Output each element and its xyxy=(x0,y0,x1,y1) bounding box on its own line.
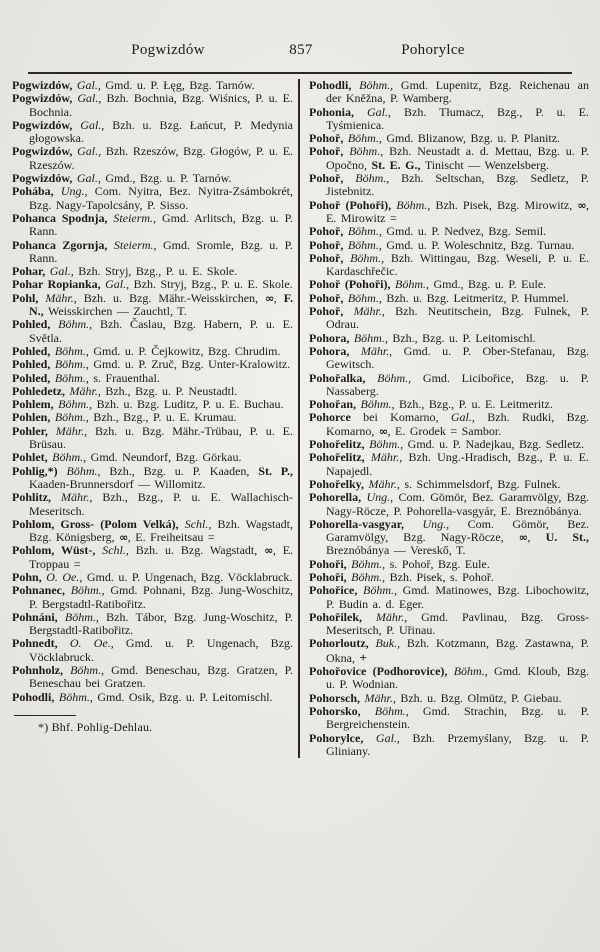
footnote-rule xyxy=(14,715,76,716)
entry xyxy=(309,345,589,372)
entry xyxy=(309,252,589,279)
place-name: Pohnedt, xyxy=(12,636,58,651)
region-abbr: Böhm., xyxy=(70,663,105,678)
entry-text: Bzh. u. Bzg. Mähr.-Weisskirchen, xyxy=(83,290,259,305)
region-abbr: Böhm., xyxy=(351,569,386,584)
entry-text: Tinischt — Wenzelsberg. xyxy=(424,157,549,172)
region-abbr: Böhm., xyxy=(396,197,431,212)
entry xyxy=(309,558,589,571)
entry xyxy=(12,518,293,545)
entry xyxy=(309,79,589,106)
entry-text: Gmd. u. P. Nadejkau, Bzg. Sedletz. xyxy=(407,437,585,452)
entry-text: Bzh. Wittingau, Bzg. Weseli, P. u. E. Kardaschřečic. xyxy=(326,250,590,279)
entry xyxy=(309,372,589,399)
region-abbr: Mähr., xyxy=(55,423,88,438)
entry-text: Bzh. Rudki, Bzg. Komarno, xyxy=(326,410,589,438)
region-abbr: Böhm., xyxy=(347,290,382,305)
region-abbr: Gal., xyxy=(77,91,102,106)
entry-text: Gmd. Neundorf, Bzg. Görkau. xyxy=(90,450,242,465)
region-abbr: Gal., xyxy=(49,264,74,279)
entry-text: Gmd. u. P. Ungenach, Bzg. Vöcklabruck. xyxy=(86,569,293,584)
region-abbr: Böhm., xyxy=(58,317,93,332)
place-name: Pohoř, xyxy=(309,304,344,319)
entry-text: Bzh. Časlau, Bzg. Habern, P. u. E. Světla. xyxy=(29,317,294,345)
place-name: Pohnanec, xyxy=(12,583,66,598)
region-abbr: Steierm., xyxy=(113,210,157,225)
place-name: Pohar, xyxy=(12,264,46,279)
entry xyxy=(309,665,589,692)
entry-text: Com. Gömör, Bez. Garamvölgy, Bzg. Nagy-Röcze, xyxy=(326,516,589,545)
header-left-keyword: Pogwizdów xyxy=(131,42,205,58)
entry xyxy=(309,172,589,199)
entry-text: Gmd. u. P. Zruč, Bzg. Unter-Kralowitz. xyxy=(93,357,291,372)
header-right-keyword: Pohorylce xyxy=(401,42,465,58)
entry-text: , E. Troppau = xyxy=(29,543,294,571)
entry xyxy=(12,172,293,185)
entry-text: Bzh., Bzg., P. u. E. Leitmeritz. xyxy=(399,397,553,412)
region-abbr: Ung., xyxy=(60,184,88,199)
place-name: Pohoř, xyxy=(309,144,344,159)
entry-text: Bzh. u. Bzg. Leitmeritz, P. Hummel. xyxy=(386,290,569,305)
page-header xyxy=(0,0,600,70)
entry-text: s. Frauenthal. xyxy=(93,370,160,385)
place-name: Pohlen, xyxy=(12,410,51,425)
place-name: Pohnholz, xyxy=(12,663,64,678)
entry xyxy=(12,637,293,664)
region-abbr: Mähr., xyxy=(69,383,101,398)
entry-text: Bzh. u. Bzg. Łańcut, P. Medynia głogowska. xyxy=(29,117,293,146)
entry-text: Gmd. Strachin, Bzg. u. P. Bergreichenstein. xyxy=(326,703,589,732)
entry-text: Bzh., Bzg., P. u. E. Krumau. xyxy=(93,410,237,425)
region-abbr: Böhm., xyxy=(54,357,89,372)
place-name: Pohlem, xyxy=(12,397,54,412)
place-name: Pohoř (Pohoři), xyxy=(309,277,391,292)
place-name: Pohoř, xyxy=(309,250,344,265)
region-abbr: Böhm., xyxy=(363,583,397,598)
entry xyxy=(12,411,293,424)
entry xyxy=(12,584,293,611)
entry xyxy=(12,611,293,638)
entry xyxy=(309,518,589,558)
entry xyxy=(12,145,293,172)
entry-text: s. Pohoř, Bzg. Eule. xyxy=(389,556,490,571)
place-name: Pohorloutz, xyxy=(309,636,369,651)
region-abbr: Böhm., xyxy=(350,250,385,265)
region-abbr: Böhm., xyxy=(52,450,87,465)
place-name: Pogwizdów, xyxy=(12,171,73,186)
place-name: St. E. G., xyxy=(371,157,421,172)
region-abbr: Mähr., xyxy=(360,343,393,358)
entry-text: Bzh. Ung.-Hradisch, Bzg., P. u. E. Napajedl. xyxy=(326,450,590,478)
region-abbr: Gal., xyxy=(105,277,130,292)
region-abbr: Mähr., xyxy=(364,690,396,705)
entry xyxy=(12,544,293,571)
region-abbr: Böhm., xyxy=(70,583,105,598)
place-name: Pohled, xyxy=(12,370,51,385)
place-name: St. P., xyxy=(258,463,294,478)
entry xyxy=(309,732,589,759)
entry-text: Bzh. Tábor, Bzg. Jung-Woschitz, P. Bergstadtl-Ratibořitz. xyxy=(29,609,294,638)
entry-text: Bzh. Rzeszów, Bzg. Głogów, P. u. E. Rzeszów. xyxy=(29,144,294,172)
place-name: Pohorce xyxy=(309,410,351,425)
entry xyxy=(12,265,293,278)
place-name: Pohanca Zgornja, xyxy=(12,237,108,252)
entry xyxy=(12,358,293,371)
place-name: Pohl, xyxy=(12,290,39,305)
place-name: Pohorsko, xyxy=(309,703,361,718)
entry xyxy=(309,239,589,252)
place-name: Pohlet, xyxy=(12,450,48,465)
entry xyxy=(309,637,589,665)
entry xyxy=(309,199,589,226)
entry xyxy=(12,92,293,119)
place-name: Pohler, xyxy=(12,423,48,438)
region-abbr: Gal., xyxy=(80,117,105,132)
entry xyxy=(12,465,293,492)
entry xyxy=(309,145,589,172)
entry xyxy=(309,132,589,145)
place-name: Pohora, xyxy=(309,343,350,358)
entry-text: Gmd. u. P. Łęg, Bzg. Tarnów. xyxy=(105,78,255,92)
entry xyxy=(309,451,589,478)
entry xyxy=(309,491,589,518)
place-name: Pohořelitz, xyxy=(309,437,365,452)
region-abbr: Böhm., xyxy=(347,237,382,252)
entry-text: Bzh., Bzg. u. P. Leitomischl. xyxy=(392,330,536,345)
region-abbr: Mähr., xyxy=(45,290,77,305)
entry-text: Gmd. Blizanow, Bzg. u. P. Planitz. xyxy=(386,131,561,146)
entry-text: Gmd. Arlitsch, Bzg. u. P. Rann. xyxy=(29,210,294,239)
place-name: Pohořilek, xyxy=(309,609,362,624)
entry xyxy=(309,692,589,705)
region-abbr: Böhm., xyxy=(54,343,89,358)
entry xyxy=(12,239,293,266)
place-name: Pohoři, xyxy=(309,569,347,584)
place-name: Pohlig,*) xyxy=(12,463,58,478)
region-abbr: Böhm., xyxy=(453,664,488,679)
entry-text: Bzh. Bochnia, Bzg. Wiśnics, P. u. E. Bochnia. xyxy=(29,91,293,119)
region-abbr: Böhm., xyxy=(66,463,101,478)
place-name: Pohořalka, xyxy=(309,370,366,385)
region-abbr: Böhm., xyxy=(353,330,388,345)
entry xyxy=(12,425,293,452)
entry xyxy=(12,79,293,92)
region-abbr: Böhm., xyxy=(347,131,382,146)
cross-icon: + xyxy=(359,649,367,665)
entry-text: s. Schimmelsdorf, Bzg. Fulnek. xyxy=(404,476,561,491)
place-name: Pohlom, Wüst-, xyxy=(12,543,96,558)
region-abbr: Schl., xyxy=(184,516,212,531)
entry-text: Bzh., Bzg. u. P. Neustadtl. xyxy=(105,383,238,398)
entry-text: Gmd. u. P. Ober-Stefanau, Bzg. Gewitsch. xyxy=(326,343,589,372)
entry-text: Bzh. Tłumacz, Bzg., P. u. E. Tyśmienica. xyxy=(326,104,589,132)
entry xyxy=(12,318,293,345)
place-name: Pohoř, xyxy=(309,171,344,186)
entry xyxy=(309,332,589,345)
entry-text: Bzh. Seltschan, Bzg. Sedletz, P. Jistebnitz. xyxy=(326,171,589,199)
entry xyxy=(309,411,589,438)
place-name: Pohoř, xyxy=(309,237,344,252)
entry-text: Bzh. Pisek, s. Pohoř. xyxy=(389,569,494,584)
posthorn-icon: ∞ xyxy=(119,531,128,545)
region-abbr: Böhm., xyxy=(54,410,89,425)
place-name: Pohledetz, xyxy=(12,383,65,398)
region-abbr: Böhm., xyxy=(351,556,386,571)
entry-text: Com. Gömör, Bez. Garamvölgy, Bzg. Nagy-Röcze, P. Pohorella-vasgyár, E. Breznóbánya. xyxy=(326,490,590,518)
entry-text: Gmd. u. P. Čejkowitz, Bzg. Chrudim. xyxy=(93,343,281,358)
region-abbr: Gal., xyxy=(77,144,102,159)
place-name: Pohodli, xyxy=(309,78,352,92)
entry xyxy=(309,292,589,305)
entry-text: Gmd. Osik, Bzg. u. P. Leitomischl. xyxy=(97,689,273,704)
right-column xyxy=(298,79,589,758)
place-name: Pohora, xyxy=(309,330,350,345)
region-abbr: Mähr., xyxy=(375,609,408,624)
place-name: Pohled, xyxy=(12,343,51,358)
posthorn-icon: ∞ xyxy=(264,544,273,558)
region-abbr: Böhm., xyxy=(395,277,429,292)
entry xyxy=(12,119,293,146)
region-abbr: O. Oe., xyxy=(46,569,83,584)
region-abbr: Böhm., xyxy=(360,397,395,412)
entry xyxy=(12,398,293,411)
region-abbr: Schl., xyxy=(102,543,129,558)
place-name: Pohorylce, xyxy=(309,730,364,745)
two-column-text xyxy=(0,74,600,758)
entry-text: Gmd. Kloub, Bzg. u. P. Wodnian. xyxy=(326,664,589,692)
entry-text: Bzh. u. Bzg. Luditz, P. u. E. Buchau. xyxy=(96,397,284,412)
region-abbr: Ung., xyxy=(422,516,450,531)
place-name: Pogwizdów, xyxy=(12,144,73,159)
entry xyxy=(309,438,589,451)
entry-text: Weisskirchen — Zauchtl, T. xyxy=(47,304,187,319)
region-abbr: Mähr., xyxy=(353,304,385,319)
entry xyxy=(12,664,293,691)
entry-text: Bzh. u. Bzg. Wagstadt, xyxy=(135,543,258,558)
place-name: Pohanca Spodnja, xyxy=(12,210,108,225)
region-abbr: Gal., xyxy=(76,171,101,186)
region-abbr: Ung., xyxy=(366,490,394,505)
entry-text: Gmd. u. P. Woleschnitz, Bzg. Turnau. xyxy=(386,237,575,252)
place-name: Pohoři, xyxy=(309,556,347,571)
footnote-text: *) Bhf. Pohlig-Dehlau. xyxy=(38,719,153,734)
place-name: Pohlom, Gross- (Polom Velká), xyxy=(12,516,179,531)
region-abbr: Böhm., xyxy=(64,609,99,624)
entry xyxy=(309,278,589,291)
place-name: Pohorsch, xyxy=(309,690,360,705)
entry-text: Bzh. Wagstadt, Bzg. Königsberg, xyxy=(29,516,294,545)
entry-text: Bzh., Bzg. u. P. Kaaden, xyxy=(109,463,250,478)
region-abbr: Gal., xyxy=(450,410,475,425)
entry xyxy=(309,106,589,133)
place-name: Pogwizdów, xyxy=(12,78,73,92)
place-name: U. St., xyxy=(545,530,589,545)
region-abbr: Mähr., xyxy=(368,476,400,491)
entry-text: , xyxy=(273,290,277,305)
entry-text: Bzh. Kotzmann, Bzg. Zastawna, P. Okna, xyxy=(326,636,590,665)
region-abbr: Gal., xyxy=(375,730,400,745)
place-name: Pohled, xyxy=(12,357,51,372)
entry-text: Bzh. u. Bzg. Mähr.-Trübau, P. u. E. Brüsau. xyxy=(29,423,293,452)
region-abbr: Böhm., xyxy=(369,437,404,452)
region-abbr: Steierm., xyxy=(113,237,157,252)
posthorn-icon: ∞ xyxy=(518,531,528,545)
region-abbr: Mähr., xyxy=(370,450,403,465)
entry-text: Bzh. Stryj, Bzg., P. u. E. Skole. xyxy=(78,264,238,279)
region-abbr: Mähr., xyxy=(61,490,93,505)
entry-text: , E. Grodek = Sambor. xyxy=(387,423,502,438)
page-number: 857 xyxy=(289,42,313,58)
place-name: Pohled, xyxy=(12,317,51,332)
entry-text: , E. Mirowitz = xyxy=(326,197,590,225)
place-name: Pohn, xyxy=(12,569,42,584)
place-name: Pohoř, xyxy=(309,131,344,146)
place-name: Pohorella-vasgyar, xyxy=(309,516,404,531)
place-name: Pohodli, xyxy=(12,689,55,704)
entry xyxy=(12,292,293,319)
place-name: Pohnáni, xyxy=(12,609,58,624)
entry-text: Bzh. Stryj, Bzg., P. u. E. Skole. xyxy=(133,277,293,292)
posthorn-icon: ∞ xyxy=(577,198,587,212)
region-abbr: Böhm., xyxy=(349,144,384,159)
entry-text: Bzh. u. Bzg. Olmütz, P. Giebau. xyxy=(400,690,562,705)
entry xyxy=(12,491,293,518)
entry xyxy=(12,212,293,239)
region-abbr: Böhm., xyxy=(374,703,409,718)
entry-text: bei Komarno, xyxy=(363,410,439,425)
entry xyxy=(12,278,293,291)
place-name: Pohořelky, xyxy=(309,476,365,491)
entry-text: Gmd. Lupenitz, Bzg. Reichenau an der Kněžna, P. Wamberg. xyxy=(326,78,589,106)
entry-text: Com. Nyitra, Bez. Nyitra-Zsámbokrét, Bzg. Nagy-Tapolcsány, P. Sisso. xyxy=(29,184,293,212)
region-abbr: Böhm., xyxy=(355,171,390,186)
place-name: Pohořovice (Podhorovice), xyxy=(309,664,448,679)
entry xyxy=(12,691,293,704)
posthorn-icon: ∞ xyxy=(378,424,388,438)
place-name: Pohořan, xyxy=(309,397,357,412)
entry-text: Gmd. Pavlinau, Bzg. Gross-Meseritsch, P. Uřinau. xyxy=(326,609,590,638)
region-abbr: Böhm., xyxy=(58,689,93,704)
entry-text: Gmd. u. P. Ungenach, Bzg. Vöcklabruck. xyxy=(29,636,293,664)
entry-text: , E. Freiheitsau = xyxy=(127,530,215,545)
entry xyxy=(12,372,293,385)
entry-text: Gmd., Bzg. u. P. Eule. xyxy=(433,277,547,292)
region-abbr: Böhm., xyxy=(347,224,382,239)
entry-text: Bzh. Neustadt a. d. Mettau, Bzg. u. P. Opočno, xyxy=(326,144,590,172)
place-name: Pohonia, xyxy=(309,104,355,119)
place-name: Pohoř, xyxy=(309,224,344,239)
region-abbr: Böhm., xyxy=(54,370,89,385)
entry xyxy=(12,571,293,584)
left-column xyxy=(12,79,293,734)
place-name: Pohořelitz, xyxy=(309,450,365,465)
place-name: Pohořice, xyxy=(309,583,358,598)
entry-text: Kaaden-Brunnersdorf — Willomitz. xyxy=(29,476,206,491)
entry xyxy=(12,185,293,212)
place-name: Pohoř, xyxy=(309,290,344,305)
entry-text: Gmd. Sromle, Bzg. u. P. Rann. xyxy=(29,237,294,265)
entry-text: Bzh., Bzg., P. u. E. Wallachisch-Meseritsch. xyxy=(29,490,293,518)
region-abbr: Böhm., xyxy=(359,78,394,92)
region-abbr: Buk., xyxy=(375,636,401,651)
entry-text: Breznóbánya — Vereskő, T. xyxy=(326,543,466,558)
entry xyxy=(12,451,293,464)
place-name: Pohoř (Pohoři), xyxy=(309,197,392,212)
place-name: Pogwizdów, xyxy=(12,91,73,106)
entry xyxy=(309,305,589,332)
entry-text: Bzh. Przemyślany, Bzg. u. P. Gliniany. xyxy=(326,730,589,758)
entry-text: Bzh. Pisek, Bzg. Mirowitz, xyxy=(435,197,573,212)
entry xyxy=(309,225,589,238)
entry-text: Gmd. Licibořice, Bzg. u. P. Nassaberg. xyxy=(326,370,590,398)
entry-text: Gmd. Beneschau, Bzg. Gratzen, P. Beneschau bei Gratzen. xyxy=(29,663,293,691)
entry xyxy=(12,345,293,358)
entry xyxy=(12,385,293,398)
region-abbr: O. Oe., xyxy=(69,636,114,651)
posthorn-icon: ∞ xyxy=(265,291,274,305)
entry xyxy=(309,705,589,732)
place-name: Pogwizdów, xyxy=(12,117,73,132)
place-name: Pohlitz, xyxy=(12,490,51,505)
place-name: Pohorella, xyxy=(309,490,362,505)
entry xyxy=(309,571,589,584)
region-abbr: Gal., xyxy=(367,104,391,119)
entry-text: Bzh. Neutitschein, Bzg. Fulnek, P. Odrau. xyxy=(326,304,589,332)
entry xyxy=(309,611,589,638)
place-name: Pohar Ropianka, xyxy=(12,277,101,292)
entry xyxy=(309,478,589,491)
region-abbr: Gal., xyxy=(76,78,101,92)
place-name: Pohába, xyxy=(12,184,54,199)
entry-text: Gmd. Matinowes, Bzg. Libochowitz, P. Budin a. d. Eger. xyxy=(326,583,589,611)
region-abbr: Böhm., xyxy=(377,370,412,385)
region-abbr: Böhm., xyxy=(58,397,93,412)
place-name: F. N., xyxy=(29,290,294,319)
entry xyxy=(309,584,589,611)
entry-text: , xyxy=(527,530,531,545)
entry xyxy=(309,398,589,411)
entry-text: Gmd., Bzg. u. P. Tarnów. xyxy=(105,171,232,186)
entry-text: Gmd. u. P. Nedvez, Bzg. Semil. xyxy=(386,224,547,239)
entry-text: Gmd. Pohnani, Bzg. Jung-Woschitz, P. Bergstadtl-Ratibořitz. xyxy=(29,583,294,611)
